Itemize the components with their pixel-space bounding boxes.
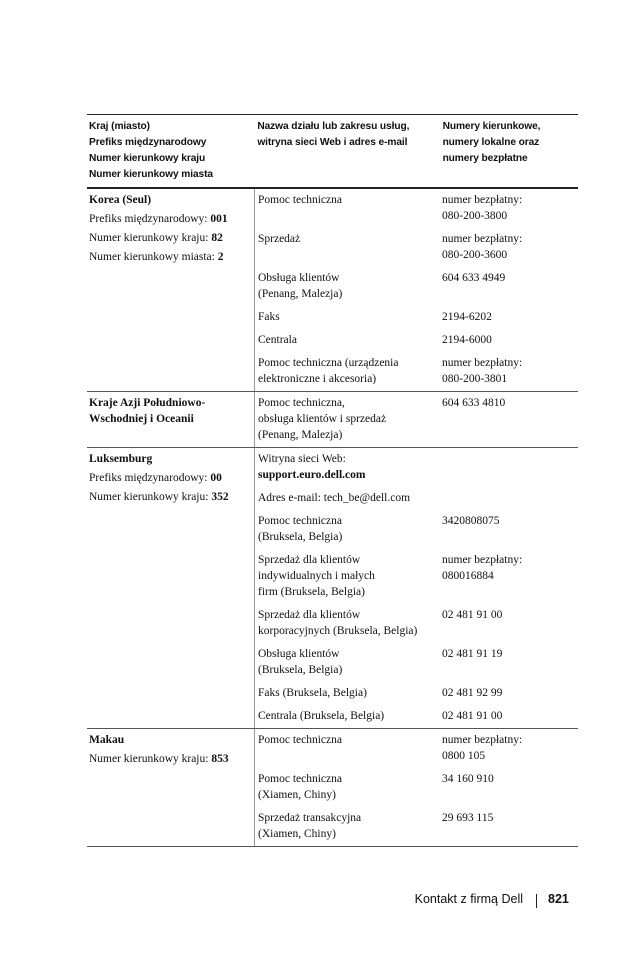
header-text: numery bezpłatne [442, 153, 528, 164]
dept-text: korporacyjnych (Bruksela, Belgia) [258, 625, 418, 637]
info-label: Numer kierunkowy miasta: [89, 251, 218, 263]
header-text: Numer kierunkowy kraju [89, 153, 206, 164]
number-cell [442, 355, 578, 387]
dept-text: (Bruksela, Belgia) [258, 531, 343, 543]
dept-cell [255, 732, 442, 764]
header-text: Numer kierunkowy miasta [89, 169, 213, 180]
dept-cell [255, 685, 442, 701]
dept-text: Sprzedaż dla klientów [258, 554, 361, 566]
number-cell [442, 192, 578, 224]
dept-text: Obsługa klientów [258, 648, 340, 660]
number-cell [442, 231, 578, 263]
number-text: numer bezpłatny: [442, 734, 523, 746]
dept-cell [255, 646, 442, 678]
table-row [255, 329, 578, 352]
info-label: Prefiks międzynarodowy: [89, 472, 211, 484]
number-text: numer bezpłatny: [442, 357, 523, 369]
service-rows [255, 729, 578, 846]
number-text: 29 693 115 [442, 812, 494, 824]
dept-text: Sprzedaż transakcyjna [258, 812, 362, 824]
info-label: Numer kierunkowy kraju: [89, 491, 212, 503]
table-row [255, 549, 578, 604]
table-row [255, 643, 578, 682]
dept-text: Pomoc techniczna [258, 515, 342, 527]
header-text: Kraj (miasto) [89, 121, 150, 132]
footer-title: Kontakt z firmą Dell [414, 892, 523, 906]
dept-cell [255, 451, 442, 483]
page-footer [0, 892, 636, 912]
dept-text: indywidualnych i małych [258, 570, 375, 582]
info-label: Numer kierunkowy kraju: [89, 232, 212, 244]
number-text: numer bezpłatny: [442, 554, 523, 566]
dept-text: (Xiamen, Chiny) [258, 789, 336, 801]
dept-text: Pomoc techniczna [258, 773, 342, 785]
info-value: 82 [211, 232, 223, 244]
service-rows [255, 189, 578, 391]
table-row [255, 487, 578, 510]
dept-cell [255, 192, 442, 224]
dept-text: Faks (Bruksela, Belgia) [258, 687, 367, 699]
number-cell [442, 451, 578, 483]
header-text: witryna sieci Web i adres e-mail [257, 137, 408, 148]
number-text: 3420808075 [442, 515, 500, 527]
number-cell [442, 270, 578, 302]
dept-text: Pomoc techniczna, [258, 397, 345, 409]
number-text: 34 160 910 [442, 773, 494, 785]
number-text: numer bezpłatny: [442, 194, 523, 206]
number-text: 080016884 [442, 570, 494, 582]
header-text: Numery kierunkowe, [442, 121, 541, 132]
info-value: 853 [211, 753, 229, 765]
dept-text: (Xiamen, Chiny) [258, 828, 336, 840]
number-cell [442, 771, 578, 803]
table-row [255, 306, 578, 329]
info-line [89, 230, 252, 246]
table-row [255, 352, 578, 391]
header-text: Prefiks międzynarodowy [89, 137, 207, 148]
number-text: 0800 105 [442, 750, 486, 762]
dept-text: Witryna sieci Web: [258, 453, 346, 465]
info-label: Numer kierunkowy kraju: [89, 753, 212, 765]
table-row [255, 267, 578, 306]
country-cell [87, 729, 255, 846]
header-col-country [87, 119, 255, 183]
info-value: 2 [217, 251, 224, 263]
number-text: 2194-6202 [442, 311, 492, 323]
dept-text: elektroniczne i akcesoria) [258, 373, 377, 385]
number-cell [442, 646, 578, 678]
country-group [87, 189, 578, 392]
dept-text: Sprzedaż dla klientów [258, 609, 361, 621]
email-text: Adres e-mail: tech_be@dell.com [258, 492, 411, 504]
dept-text: (Penang, Malezja) [258, 429, 343, 441]
number-cell [442, 810, 578, 842]
number-cell [442, 732, 578, 764]
country-name: Luksemburg [89, 453, 153, 465]
number-cell [442, 395, 578, 443]
dept-text: Centrala [258, 334, 297, 346]
table-row [255, 729, 578, 768]
country-group [87, 392, 578, 448]
country-cell [87, 392, 255, 447]
number-cell [442, 708, 578, 724]
footer-separator [536, 894, 537, 908]
table-row [255, 189, 578, 228]
info-line [89, 489, 252, 505]
number-text: 080-200-3600 [442, 249, 508, 261]
dept-cell [255, 270, 442, 302]
dept-cell [255, 771, 442, 803]
number-text: 02 481 91 00 [442, 710, 503, 722]
dept-text: (Penang, Malezja) [258, 288, 343, 300]
dept-cell [255, 332, 442, 348]
dept-cell [255, 490, 410, 506]
info-value: 001 [210, 213, 228, 225]
number-text: 2194-6000 [442, 334, 492, 346]
table-header [87, 115, 578, 187]
country-name: Wschodniej i Oceanii [89, 413, 194, 425]
table-row [255, 448, 578, 487]
info-line [89, 211, 252, 227]
table-row [255, 682, 578, 705]
table-row [255, 228, 578, 267]
dept-text: Pomoc techniczna [258, 194, 342, 206]
number-text: 604 633 4810 [442, 397, 506, 409]
table-row [255, 705, 578, 728]
table-row [255, 510, 578, 549]
dept-cell [255, 607, 442, 639]
header-col-numbers [441, 119, 578, 183]
dept-cell [255, 552, 442, 600]
number-cell [442, 309, 578, 325]
dept-text: obsługa klientów i sprzedaż [258, 413, 387, 425]
dept-cell [255, 355, 442, 387]
info-line [89, 470, 252, 486]
service-rows [255, 392, 578, 447]
number-cell [442, 513, 578, 545]
dept-text: Sprzedaż [258, 233, 301, 245]
info-value: 352 [211, 491, 229, 503]
country-name: Kraje Azji Południowo- [89, 397, 206, 409]
table-row [255, 392, 578, 447]
dept-text: (Bruksela, Belgia) [258, 664, 343, 676]
number-text: 02 481 91 00 [442, 609, 503, 621]
table-row [255, 807, 578, 846]
header-text: Nazwa działu lub zakresu usług, [257, 121, 410, 132]
header-col-dept [255, 119, 440, 183]
page-number: 821 [548, 892, 569, 906]
table-row [255, 604, 578, 643]
country-name: Makau [89, 734, 125, 746]
dept-cell [255, 395, 442, 443]
number-text: numer bezpłatny: [442, 233, 523, 245]
dept-cell [255, 810, 442, 842]
number-cell [442, 552, 578, 600]
header-text: numery lokalne oraz [442, 137, 540, 148]
info-line [89, 751, 252, 767]
support-website-link[interactable]: support.euro.dell.com [258, 469, 366, 481]
info-value: 00 [210, 472, 222, 484]
dept-text: Pomoc techniczna [258, 734, 342, 746]
service-rows [255, 448, 578, 728]
info-label: Prefiks międzynarodowy: [89, 213, 211, 225]
country-name: Korea (Seul) [89, 194, 152, 206]
country-group [87, 448, 578, 729]
number-cell [442, 685, 578, 701]
dept-text: Centrala (Bruksela, Belgia) [258, 710, 385, 722]
number-text: 080-200-3801 [442, 373, 508, 385]
country-cell [87, 189, 255, 391]
info-line [89, 249, 252, 265]
dept-text: Faks [258, 311, 280, 323]
country-cell [87, 448, 255, 728]
dept-text: Pomoc techniczna (urządzenia [258, 357, 399, 369]
dept-cell [255, 708, 442, 724]
table-row [255, 768, 578, 807]
number-cell [442, 332, 578, 348]
number-text: 604 633 4949 [442, 272, 506, 284]
country-group [87, 729, 578, 847]
dept-cell [255, 231, 442, 263]
number-cell [442, 607, 578, 639]
contact-table [87, 114, 578, 847]
number-text: 080-200-3800 [442, 210, 508, 222]
dept-cell [255, 309, 442, 325]
number-text: 02 481 92 99 [442, 687, 503, 699]
dept-text: Obsługa klientów [258, 272, 340, 284]
dept-cell [255, 513, 442, 545]
dept-text: firm (Bruksela, Belgia) [258, 586, 365, 598]
number-text: 02 481 91 19 [442, 648, 503, 660]
